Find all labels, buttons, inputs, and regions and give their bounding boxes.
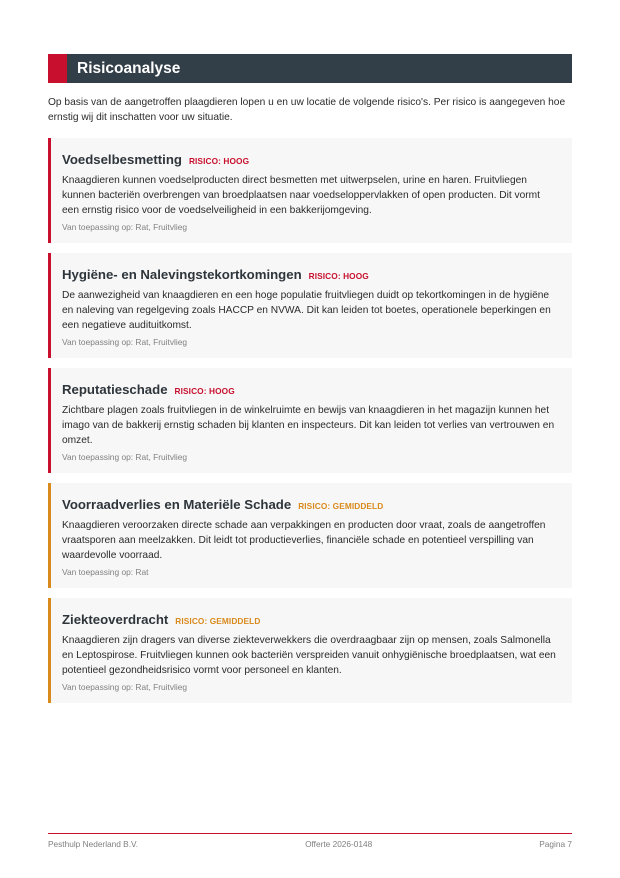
- risk-level-badge: RISICO: HOOG: [308, 271, 369, 281]
- risk-applies-to: Van toepassing op: Rat, Fruitvlieg: [62, 337, 188, 347]
- risk-title: Hygiëne- en Nalevingstekortkomingen: [62, 267, 302, 282]
- risk-level-badge: RISICO: HOOG: [174, 386, 235, 396]
- risk-card-voorraadverlies: [48, 483, 572, 588]
- intro-paragraph: Op basis van de aangetroffen plaagdieren lopen u en uw locatie de volgende risico's. Per risico is aangegeven hoe ernstig wij dit inschatten voor uw situatie.: [48, 97, 566, 123]
- page-footer: [48, 833, 572, 849]
- risk-applies-to: Van toepassing op: Rat, Fruitvlieg: [62, 682, 188, 692]
- risk-card-header: [62, 152, 558, 167]
- risk-card-ziekteoverdracht: [48, 598, 572, 703]
- risk-applies-to: Van toepassing op: Rat, Fruitvlieg: [62, 222, 188, 232]
- risk-card-voedselbesmetting: [48, 138, 572, 243]
- risk-description: Zichtbare plagen zoals fruitvliegen in de winkelruimte en bewijs van knaagdieren in het magazijn kunnen het imago van de bakkerij ernstig schaden bij klanten en inspecteurs. Dit kan leiden tot verlies van vertrouwen en omzet.: [62, 405, 555, 446]
- risk-level-badge: RISICO: GEMIDDELD: [175, 616, 261, 626]
- footer-page-number: Pagina 7: [539, 839, 572, 849]
- risk-card-header: [62, 612, 558, 627]
- risk-card-header: [62, 382, 558, 397]
- risk-description: Knaagdieren kunnen voedselproducten direct besmetten met uitwerpselen, urine en haren. Fruitvliegen kunnen bacteriën overbrengen van broedplaatsen naar voedseloppervlakken of open producten. Dit vormt een ernstig risico voor de voedselveiligheid in een bakkerijomgeving.: [62, 175, 540, 216]
- risk-level-badge: RISICO: GEMIDDELD: [298, 501, 384, 511]
- risk-description: Knaagdieren zijn dragers van diverse ziekteverwekkers die overdraagbaar zijn op mensen, zoals Salmonella en Leptospirose. Fruitvliegen kunnen ook bacteriën verspreiden vanuit onhygiënische broedplaatsen, wat een potentieel gezondheidsrisico vormt voor personeel en klanten.: [62, 635, 556, 676]
- risk-title: Ziekteoverdracht: [62, 612, 169, 627]
- risk-list: [48, 138, 572, 713]
- risk-title: Reputatieschade: [62, 382, 168, 397]
- risk-applies-to: Van toepassing op: Rat, Fruitvlieg: [62, 452, 188, 462]
- footer-company: Pesthulp Nederland B.V.: [48, 839, 139, 849]
- risk-title: Voorraadverlies en Materiële Schade: [62, 497, 292, 512]
- section-header: [48, 54, 572, 83]
- section-header-accent: [48, 54, 67, 83]
- risk-card-reputatieschade: [48, 368, 572, 473]
- footer-reference: Offerte 2026-0148: [305, 839, 373, 849]
- risk-title: Voedselbesmetting: [62, 152, 182, 167]
- section-title: Risicoanalyse: [77, 59, 181, 77]
- risk-description: Knaagdieren veroorzaken directe schade aan verpakkingen en producten door vraat, zoals de aangetroffen vraatsporen aan meelzakken. Dit leidt tot productieverlies, financiële schade en potentieel verspilling van waardevolle voorraad.: [62, 520, 546, 561]
- risk-level-badge: RISICO: HOOG: [188, 156, 250, 166]
- risk-description: De aanwezigheid van knaagdieren en een hoge populatie fruitvliegen duidt op tekortkomingen in de hygiëne en naleving van regelgeving zoals HACCP en NVWA. Dit kan leiden tot boetes, operationele beperkingen en een negatieve audituitkomst.: [62, 290, 551, 331]
- risk-card-header: [62, 267, 558, 282]
- risk-card-header: [62, 497, 558, 512]
- risk-card-hygiene: [48, 253, 572, 358]
- risk-applies-to: Van toepassing op: Rat: [62, 567, 149, 577]
